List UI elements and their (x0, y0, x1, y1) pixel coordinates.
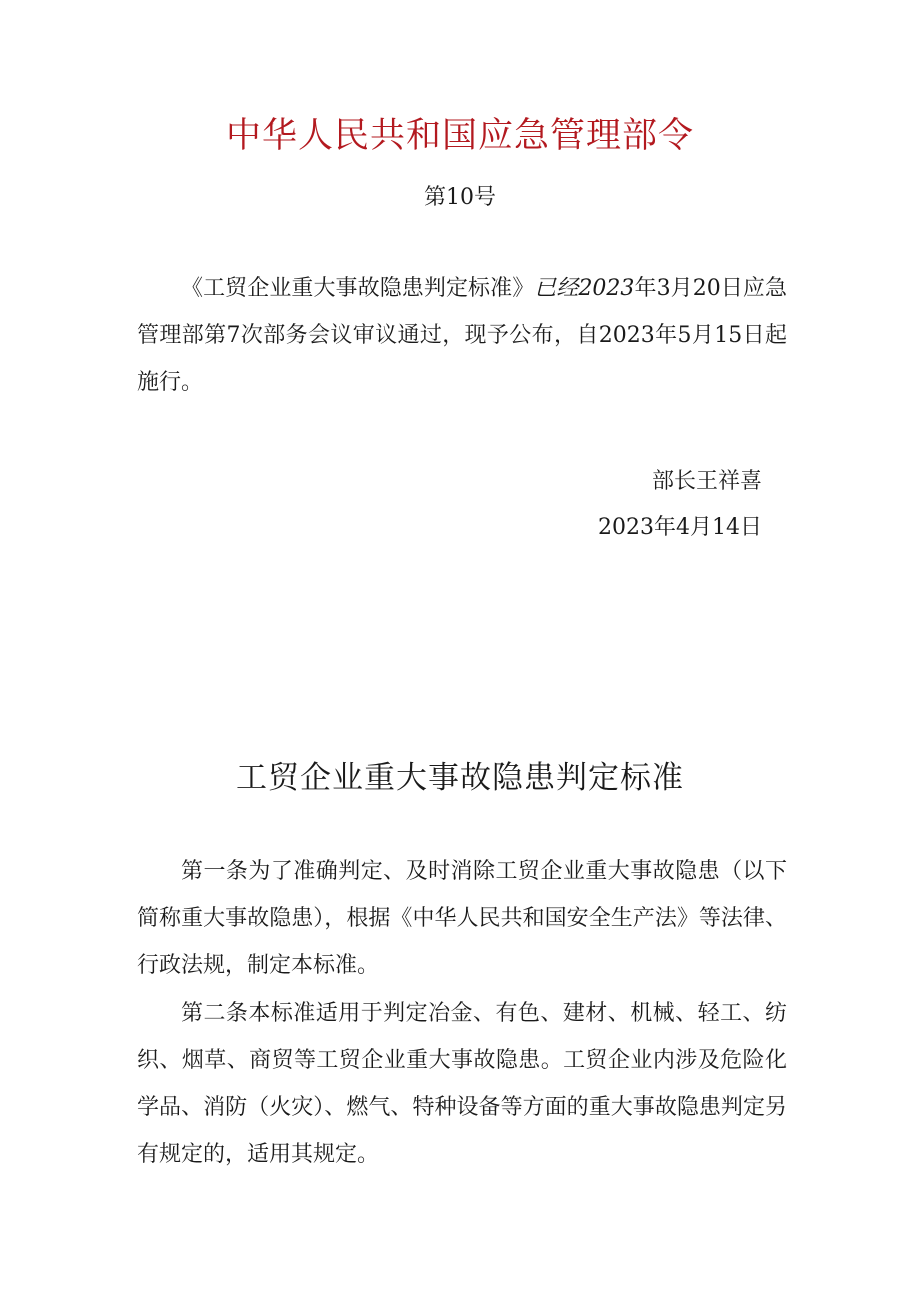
standard-title: 工贸企业重大事故隐患判定标准 (236, 760, 684, 796)
intro-remainder: 年3月20日应急管理部第7次部务会议审议通过，现予公布，自2023年5月15日起施行。 (137, 276, 787, 395)
article-2: 第二条本标准适用于判定冶金、有色、建材、机械、轻工、纺织、烟草、商贸等工贸企业重大事故隐患。工贸企业内涉及危险化学品、消防（火灾）、燃气、特种设备等方面的重大事故隐患判定另有规定的，适用其规定。 (137, 1001, 787, 1167)
intro-document-name: 《工贸企业重大事故隐患判定标准》 (181, 276, 535, 301)
decree-intro-paragraph (137, 265, 787, 406)
decree-number: 第10号 (424, 185, 496, 210)
intro-italic-segment: 已经2023 (534, 276, 635, 301)
signer: 部长王祥喜 (651, 469, 762, 494)
article-1: 第一条为了准确判定、及时消除工贸企业重大事故隐患（以下简称重大事故隐患），根据《中华人民共和国安全生产法》等法律、行政法规，制定本标准。 (137, 859, 787, 978)
decree-title: 中华人民共和国应急管理部令 (225, 116, 694, 156)
sign-date: 2023年4月14日 (598, 515, 762, 540)
